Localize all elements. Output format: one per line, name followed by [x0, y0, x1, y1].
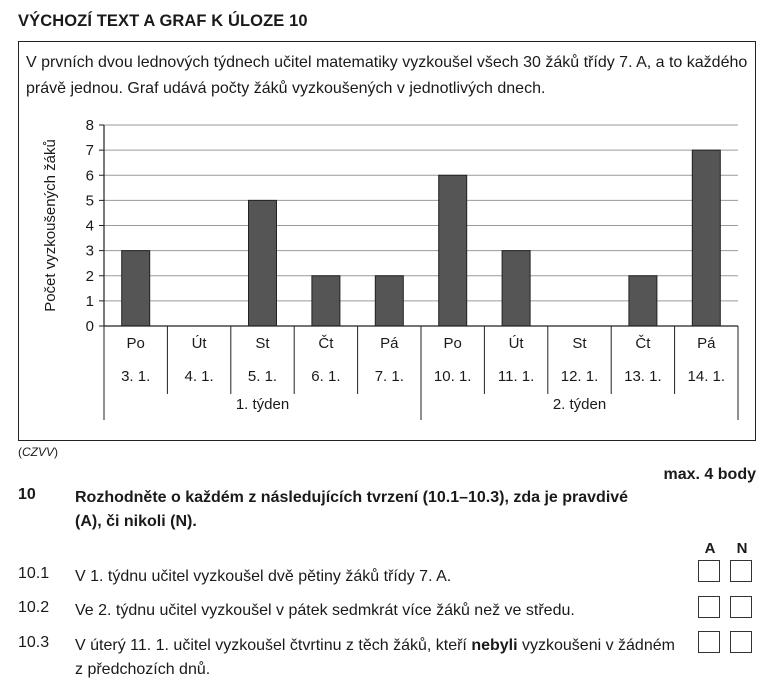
bar [629, 276, 657, 326]
bar [249, 200, 277, 326]
y-tick-label: 1 [85, 292, 94, 310]
x-tick-label-date: 14. 1. [687, 368, 726, 385]
bar [692, 150, 720, 326]
x-tick-label-date: 7. 1. [374, 368, 404, 385]
x-tick-label-day: Út [508, 335, 524, 352]
item-text: V 1. týdnu učitel vyzkoušel dvě pětiny žáků třídy 7. A. [75, 568, 452, 585]
x-tick-label-day: Po [126, 335, 145, 352]
x-tick-label-date: 10. 1. [433, 368, 472, 385]
bar [502, 251, 530, 326]
x-tick-label-date: 4. 1. [184, 368, 214, 385]
page-heading: VÝCHOZÍ TEXT A GRAF K ÚLOZE 10 [18, 12, 308, 30]
x-tick-label-date: 11. 1. [497, 368, 535, 385]
item-number: 10.2 [18, 599, 50, 616]
column-header-n: N [736, 540, 748, 557]
item-text-emphasis: nebyli [471, 637, 518, 654]
y-tick-label: 4 [85, 217, 94, 235]
x-tick-label-day: Pá [380, 335, 399, 352]
bar [439, 175, 467, 326]
x-tick-label-day: Út [191, 335, 207, 352]
checkbox-10-3-a[interactable] [698, 631, 720, 653]
group-label: 1. týden [235, 396, 290, 413]
source-attribution: (CZVV) [18, 445, 59, 459]
bar-chart [19, 42, 755, 440]
y-tick-label: 6 [85, 167, 94, 185]
checkbox-10-2-a[interactable] [698, 596, 720, 618]
question-number: 10 [18, 486, 36, 503]
x-tick-label-date: 6. 1. [311, 368, 341, 385]
x-tick-label-day: Čt [635, 335, 651, 352]
y-tick-label: 8 [85, 117, 94, 134]
source-label: CZVV [22, 445, 55, 459]
item-text: Ve 2. týdnu učitel vyzkoušel v pátek sedmkrát více žáků než ve středu. [75, 602, 575, 619]
bar [375, 276, 403, 326]
x-tick-label-day: St [255, 335, 270, 352]
y-tick-label: 0 [85, 318, 94, 335]
x-tick-label-date: 12. 1. [560, 368, 599, 385]
x-tick-label-day: St [572, 335, 587, 352]
x-tick-label-day: Čt [318, 335, 334, 352]
y-tick-label: 3 [85, 242, 94, 260]
x-tick-label-date: 13. 1. [624, 368, 662, 385]
checkbox-10-3-n[interactable] [730, 631, 752, 653]
x-tick-label-day: Po [443, 335, 462, 352]
x-tick-label-day: Pá [697, 335, 716, 352]
y-axis-label: Počet vyzkoušených žáků [42, 139, 59, 312]
bar [122, 251, 150, 326]
intro-text: V prvních dvou lednových týdnech učitel matematiky vyzkoušel všech 30 žáků třídy 7. A, a to každého právě jednou. Graf udává počty žáků vyzkoušených v jednotlivých dnech. [26, 54, 748, 97]
item-number: 10.3 [18, 634, 50, 651]
y-tick-label: 5 [85, 192, 94, 210]
x-tick-label-date: 5. 1. [247, 368, 278, 385]
checkbox-10-1-a[interactable] [698, 560, 720, 582]
checkbox-10-1-n[interactable] [730, 560, 752, 582]
item-text-part: V úterý 11. 1. učitel vyzkoušel čtvrtinu z těch žáků, kteří [75, 637, 472, 654]
bar [312, 276, 340, 326]
y-tick-label: 7 [85, 142, 94, 160]
item-text [75, 634, 685, 682]
x-tick-label-date: 3. 1. [121, 368, 151, 385]
y-tick-label: 2 [85, 267, 94, 285]
group-label: 2. týden [552, 396, 607, 413]
checkbox-10-2-n[interactable] [730, 596, 752, 618]
column-header-a: A [704, 540, 716, 557]
max-points: max. 4 body [663, 466, 756, 483]
item-number: 10.1 [18, 565, 50, 582]
source-text-box [18, 41, 756, 441]
question-text: Rozhodněte o každém z následujících tvrzení (10.1–10.3), zda je pravdivé (A), či nikoli (N). [75, 489, 629, 530]
item-text-part: vyzkoušeni v žádném z předchozích dnů. [75, 637, 675, 678]
